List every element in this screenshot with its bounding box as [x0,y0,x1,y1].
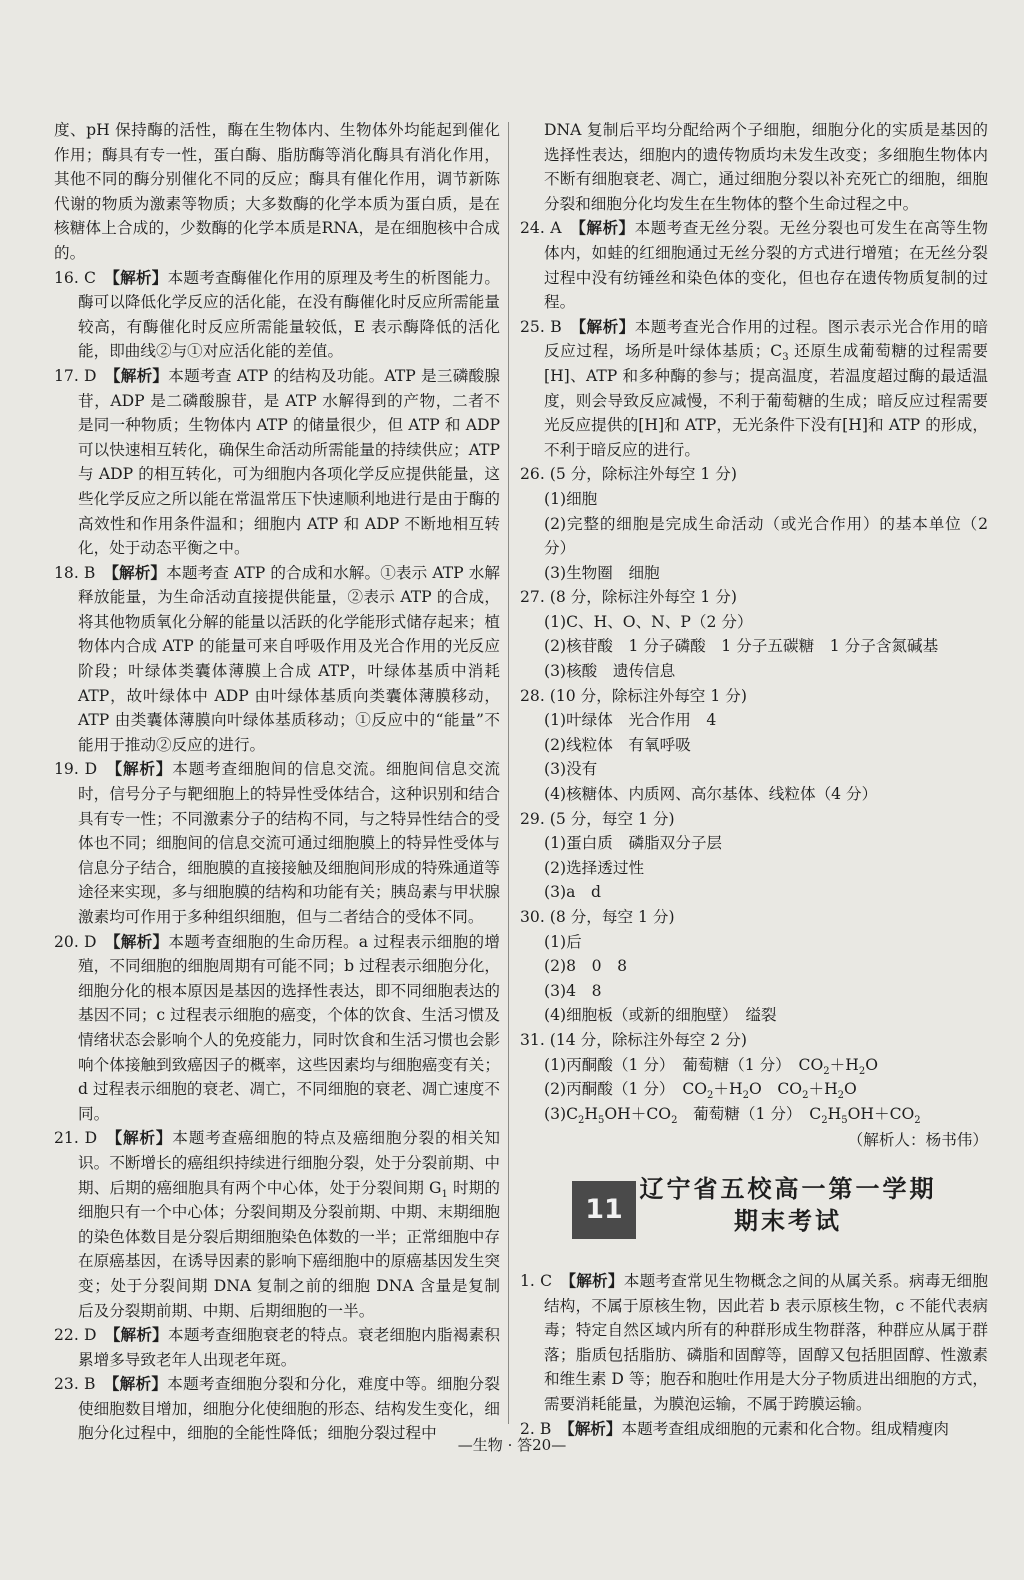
answer-22: 22. D 【解析】本题考查细胞衰老的特点。衰老细胞内脂褐素积累增多导致老年人出现老年斑。 [54,1325,500,1369]
answer-28-header: 28. (10 分，除标注外每空 1 分) [520,686,747,705]
answer-31-line: $(3)C_2H_5OH+CO_2$ 葡萄糖（1 分） $C_2H_5OH+CO_2$ [544,1104,921,1126]
answer-28-line: (1)叶绿体 光合作用 4 [544,711,717,730]
answer-29-line: (1)蛋白质 磷脂双分子层 [544,834,723,853]
answer-28-line: (4)核糖体、内质网、高尔基体、线粒体（4 分） [544,785,878,804]
answer-s2: 2. B 【解析】本题考查组成细胞的元素和化合物。组成精瘦肉 [520,1418,949,1438]
answer-17: 17. D 【解析】本题考查 ATP 的结构及功能。ATP 是三磷酸腺苷，ADP 是二磷酸腺苷，是 ATP 水解得到的产物，二者不是同一种物质；生物体内 ATP 的储量很少，但 ATP 和 ADP 可以快速相互转化，确保生命活动所需能量的持续供应；ATP 与 ADP 的相互转化，可为细胞内各项化学反应提供能量，这些化学反应之所以能在常温常压下快速顺利地进行是由于酶的高效性和作用条件温和；细胞内 ATP 和 ADP 不断地相互转化，处于动态平衡之中。 [54,365,500,558]
answer-21: 21. D 【解析】本题考查癌细胞的特点及癌细胞分裂的相关知识。不断增长的癌组织持续进行细胞分裂，处于分裂前期、中期、后期的癌细胞具有两个中心体，处于分裂间期 $G_1$ 时期的细胞只有一个中心体；分裂间期及分裂前期、中期、末期细胞的染色体数目是分裂后期细胞染色体数的一半；正常细胞中存在原癌基因，在诱导因素的影响下癌细胞中的原癌基因发生突变；处于分裂间期 DNA 复制之前的细胞 DNA 含量是复制后及分裂期前期、中期、后期细胞的一半。 [54,1128,500,1320]
answer-19: 19. D 【解析】本题考查细胞间的信息交流。细胞间信息交流时，信号分子与靶细胞上的特异性受体结合，这种识别和结合具有专一性；不同激素分子的结构不同，与之特异性结合的受体也不同；细胞间的信息交流可通过细胞膜上的特异性受体与信息分子结合，细胞膜的直接接触及细胞间形成的特殊通道等途径来实现，多与细胞膜的结构和功能有关；胰岛素与甲状腺激素均可作用于多种组织细胞，但与二者结合的受体不同。 [54,759,500,926]
answer-30-line: (2)8 0 8 [544,957,628,976]
answer-28-line: (3)没有 [544,760,598,779]
section-header [520,1173,988,1251]
answer-27-line: (1)C、H、O、N、P（2 分） [544,612,753,631]
column-divider [508,122,509,1424]
analyst-credit: （解析人：杨书伟） [847,1131,988,1150]
answer-29-line: (3)a d [544,883,601,902]
paragraph-continuation: 度、pH 保持酶的活性，酶在生物体内、生物体外均能起到催化作用；酶具有专一性，蛋白酶、脂肪酶等消化酶具有消化作用，其他不同的酶分别催化不同的反应；酶具有催化作用，调节新陈代谢的物质为激素等物质；大多数酶的化学本质为蛋白质，是在核糖体上合成的，少数酶的化学本质是RNA，是在细胞核中合成的。 [54,121,500,262]
answer-24: 24. A 【解析】本题考查无丝分裂。无丝分裂也可发生在高等生物体内，如蛙的红细胞通过无丝分裂的方式进行增殖；在无丝分裂过程中没有纺锤丝和染色体的变化，但也存在遗传物质复制的过程。 [520,218,988,312]
answer-28-line: (2)线粒体 有氧呼吸 [544,735,691,754]
answer-20: 20. D 【解析】本题考查细胞的生命历程。a 过程表示细胞的增殖，不同细胞的细胞周期有可能不同；b 过程表示细胞分化，细胞分化的根本原因是基因的选择性表达，即不同细胞表达的基因不同；c 过程表示细胞的癌变，个体的饮食、生活习惯及情绪状态会影响个人的免疫能力，同时饮食和生活习惯也会影响个体接触到致癌因子的概率，这些因素均与细胞癌变有关；d 过程表示细胞的衰老、凋亡，不同细胞的衰老、凋亡速度不同。 [54,931,501,1123]
answer-31-line: (1)丙酮酸（1 分） 葡萄糖（1 分） $CO_2+H_2O$ [544,1055,879,1077]
answer-30-line: (4)细胞板（或新的细胞壁） 缢裂 [544,1006,777,1025]
answer-27-line: (2)核苷酸 1 分子磷酸 1 分子五碳糖 1 分子含氮碱基 [544,637,939,656]
answer-26-header: 26. (5 分，除标注外每空 1 分) [520,465,737,484]
answer-31-line: (2)丙酮酸（1 分） $CO_2+H_2O$ $CO_2+H_2O$ [544,1080,857,1102]
answer-30-line: (1)后 [544,932,582,951]
answer-30-header: 30. (8 分，每空 1 分) [520,908,675,926]
section-title: 辽宁省五校高一第一学期 期末考试 [639,1173,937,1235]
left-column [54,118,500,1446]
answer-26-line: (2)完整的细胞是完成生命活动（或光合作用）的基本单位（2 分） [544,514,988,558]
answer-27-header: 27. (8 分，除标注外每空 1 分) [520,588,737,607]
paragraph-continuation: DNA 复制后平均分配给两个子细胞，细胞分化的实质是基因的选择性表达，细胞内的遗传物质均未发生改变；多细胞生物体内不断有细胞衰老、凋亡，通过细胞分裂以补充死亡的细胞，细胞分裂和细胞分化均发生在生物体的整个生命过程之中。 [544,121,988,213]
right-column [520,118,988,1441]
answer-30-line: (3)4 8 [544,981,602,1000]
answer-18: 18. B 【解析】本题考查 ATP 的合成和水解。①表示 ATP 水解释放能量，为生命活动直接提供能量，②表示 ATP 的合成，将其他物质氧化分解的能量以活跃的化学能形式储存起来；植物体内合成 ATP 的能量可来自呼吸作用及光合作用的光反应阶段；叶绿体类囊体薄膜上合成 ATP，叶绿体基质中消耗 ATP，故叶绿体中 ADP 由叶绿体基质向类囊体薄膜移动，ATP 由类囊体薄膜向叶绿体基质移动；①反应中的“能量”不能用于推动②反应的进行。 [54,562,500,754]
answer-25: 25. B 【解析】本题考查光合作用的过程。图示表示光合作用的暗反应过程，场所是叶绿体基质；$C_3$ 还原生成葡萄糖的过程需要[H]、ATP 和多种酶的参与；提高温度，若温度超过酶的最适温度，则会导致反应减慢，不利于葡萄糖的生成；暗反应过程需要光反应提供的[H]和 ATP，无光条件下没有[H]和 ATP 的形成，不利于暗反应的进行。 [520,316,988,459]
answer-23: 23. B 【解析】本题考查细胞分裂和分化，难度中等。细胞分裂使细胞数目增加，细胞分化使细胞的形态、结构发生变化，细胞分化过程中，细胞的全能性降低；细胞分裂过程中 [54,1374,500,1443]
page-footer: —生物 · 答20— [457,1436,567,1454]
answer-16: 16. C 【解析】本题考查酶催化作用的原理及考生的析图能力。酶可以降低化学反应的活化能，在没有酶催化时反应所需能量较高，有酶催化时反应所需能量较低，E 表示酶降低的活化能，即曲线②与①对应活化能的差值。 [54,267,500,361]
section-number-badge: 11 [572,1181,636,1239]
answer-26-line: (3)生物圈 细胞 [544,563,660,582]
answer-27-line: (3)核酸 遗传信息 [544,662,676,681]
answer-s1: 1. C 【解析】本题考查常见生物概念之间的从属关系。病毒无细胞结构，不属于原核生物，因此若 b 表示原核生物，c 不能代表病毒；特定自然区域内所有的种群形成生物群落，种群应从属于群落；脂质包括脂肪、磷脂和固醇等，固醇又包括胆固醇、性激素和维生素 D 等；胞吞和胞吐作用是大分子物质进出细胞的方式，需要消耗能量，为膜泡运输，不属于跨膜运输。 [520,1270,988,1413]
answer-26-line: (1)细胞 [544,489,598,508]
answer-29-line: (2)选择透过性 [544,858,645,877]
answer-31-header: 31. (14 分，除标注外每空 2 分) [520,1030,747,1049]
answer-29-header: 29. (5 分，每空 1 分) [520,809,675,828]
